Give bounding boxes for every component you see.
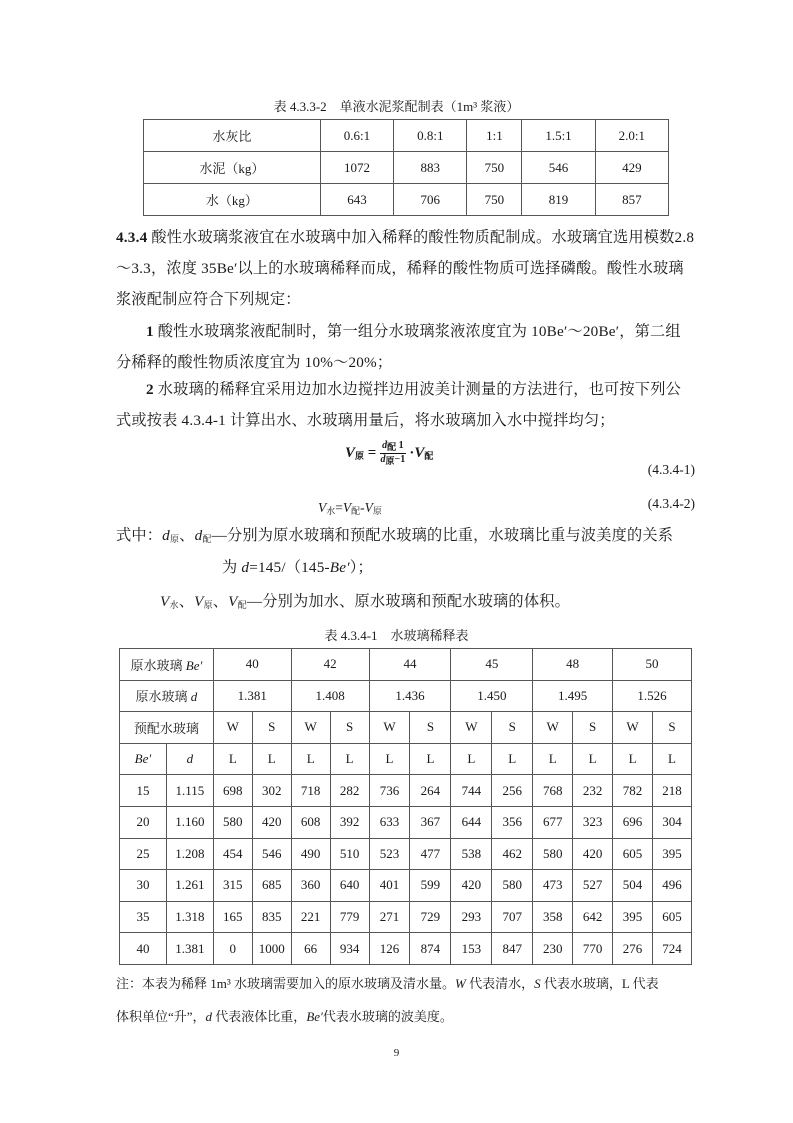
- table-cell: 276: [613, 933, 653, 965]
- table-cell: 750: [467, 184, 522, 216]
- table-cell: 302: [252, 775, 291, 807]
- table-cell: 304: [653, 806, 692, 838]
- table-cell: 420: [451, 870, 492, 902]
- table-cell: 15: [120, 775, 167, 807]
- formula-subscript: 原: [169, 534, 180, 544]
- note-symbol: W: [455, 976, 466, 991]
- table-row: [120, 712, 692, 744]
- formula-subscript: 原: [385, 456, 395, 466]
- table-cell: 934: [330, 933, 369, 965]
- table-cell: 644: [451, 806, 492, 838]
- table-cell: 779: [330, 901, 369, 933]
- table-cell: 750: [467, 152, 522, 184]
- section-4-3-4-paragraph: [116, 222, 696, 315]
- table-row: [120, 649, 692, 681]
- where-v-line: [160, 586, 690, 621]
- equals-sign: =: [367, 444, 381, 461]
- table-cell: 770: [573, 933, 613, 965]
- fraction-denominator: [380, 454, 406, 467]
- table-cell: S: [330, 712, 369, 744]
- table-cell: W: [213, 712, 252, 744]
- table-cell: 580: [492, 870, 533, 902]
- table-cell: 643: [320, 184, 393, 216]
- formula-symbol: V: [342, 500, 352, 515]
- table-cell: 293: [451, 901, 492, 933]
- formula-text: 1: [396, 440, 404, 451]
- table-cell: 232: [573, 775, 613, 807]
- formula-symbol: V: [414, 444, 425, 461]
- table-cell: 473: [533, 870, 573, 902]
- table-cell: 462: [492, 838, 533, 870]
- formula-text: ·: [409, 444, 415, 461]
- table-cell: 44: [369, 649, 451, 681]
- formula-symbol: d: [241, 559, 250, 576]
- table-cell: L: [252, 743, 291, 775]
- cell-label-italic: d: [190, 689, 198, 705]
- table-cell: 605: [653, 901, 692, 933]
- table-cell: 48: [533, 649, 613, 681]
- page-number: 9: [393, 1047, 400, 1059]
- equation-number-2: (4.3.4-2): [647, 496, 695, 511]
- table-cell: 165: [213, 901, 252, 933]
- table-cell: L: [291, 743, 330, 775]
- density-relation: [222, 552, 692, 583]
- table-cell: 395: [613, 901, 653, 933]
- dilution-data-rows: [120, 775, 692, 965]
- table-cell: 30: [120, 870, 167, 902]
- table-cell: L: [213, 743, 252, 775]
- item-2-paragraph: [116, 374, 696, 436]
- note-text: 注：本表为稀释 1m³ 水玻璃需要加入的原水玻璃及清水量。: [116, 976, 456, 991]
- table-cell: 605: [613, 838, 653, 870]
- table-cell: 预配水玻璃: [120, 712, 214, 744]
- table-cell: 1.208: [166, 838, 213, 870]
- table-cell: L: [533, 743, 573, 775]
- formula-symbol: V: [160, 593, 170, 610]
- table-cell: [120, 649, 214, 681]
- cell-label-italic: Be′: [185, 657, 203, 673]
- table-cell: W: [613, 712, 653, 744]
- table-cell: 429: [595, 152, 668, 184]
- table-row: [120, 838, 692, 870]
- table-cell: 40: [120, 933, 167, 965]
- formula-2: [318, 500, 382, 517]
- formula-text: −1: [394, 454, 406, 465]
- table-cell: [120, 680, 214, 712]
- table-cell: 50: [613, 649, 692, 681]
- formula-subscript: 配: [202, 534, 212, 544]
- table-cell: 20: [120, 806, 167, 838]
- table-cell: W: [533, 712, 573, 744]
- table-cell: 546: [252, 838, 291, 870]
- formula-symbol: d: [194, 527, 203, 544]
- water-glass-dilution-table: [119, 648, 692, 965]
- table-cell: 42: [291, 649, 369, 681]
- fraction: [380, 440, 406, 467]
- table-cell: S: [573, 712, 613, 744]
- table-cell: L: [653, 743, 692, 775]
- table-cell: L: [613, 743, 653, 775]
- where-d-line: [116, 520, 696, 555]
- item-text: 酸性水玻璃浆液配制时，第一组分水玻璃浆液浓度宜为 10Be′～20Be′，第二组分稀释的酸性物质浓度宜为 10%～20%；: [116, 323, 681, 371]
- note-symbol: Be′: [306, 1009, 323, 1024]
- formula-text: =: [335, 500, 343, 515]
- table-cell: 0.6:1: [320, 120, 393, 152]
- table-row: [144, 152, 669, 184]
- table-cell: 401: [369, 870, 410, 902]
- table-cell: 706: [394, 184, 467, 216]
- cell-label: 原水玻璃: [135, 689, 191, 705]
- table-cell: 315: [213, 870, 252, 902]
- table-cell: 724: [653, 933, 692, 965]
- formula-1: [345, 440, 433, 467]
- table-cell: 580: [533, 838, 573, 870]
- formula-text: 为: [222, 559, 242, 576]
- table-cell: 504: [613, 870, 653, 902]
- table-cell: 1:1: [467, 120, 522, 152]
- formula-text: ）；: [349, 559, 373, 576]
- table-cell: 1.495: [533, 680, 613, 712]
- table-row: [120, 870, 692, 902]
- table-cell: 698: [213, 775, 252, 807]
- section-text: 酸性水玻璃浆液宜在水玻璃中加入稀释的酸性物质配制成。水玻璃宜选用模数2.8～3.3，浓度 35Be′以上的水玻璃稀释而成，稀释的酸性物质可选择磷酸。酸性水玻璃浆液配制应符合下列规定：: [116, 229, 695, 308]
- table-cell: 水泥（kg）: [144, 152, 321, 184]
- table-row: [120, 933, 692, 965]
- formula-symbol: V: [194, 593, 204, 610]
- table-cell: 857: [595, 184, 668, 216]
- formula-symbol: V: [228, 593, 238, 610]
- table-cell: 40: [213, 649, 291, 681]
- table-cell: 642: [573, 901, 613, 933]
- table-cell: 1.5:1: [522, 120, 595, 152]
- table-cell: 599: [410, 870, 451, 902]
- table-cell: 527: [573, 870, 613, 902]
- table-cell: 729: [410, 901, 451, 933]
- formula-subscript: 原: [372, 506, 382, 516]
- table-cell: 707: [492, 901, 533, 933]
- table-cell: 356: [492, 806, 533, 838]
- table-note-line-1: [116, 970, 696, 998]
- table-cell: 782: [613, 775, 653, 807]
- table-cell: 256: [492, 775, 533, 807]
- table-cell: W: [369, 712, 410, 744]
- table-cell: 1.381: [213, 680, 291, 712]
- cell-label-italic: Be′: [134, 751, 152, 767]
- table-cell: 546: [522, 152, 595, 184]
- table-cell: 835: [252, 901, 291, 933]
- table-cell: 221: [291, 901, 330, 933]
- table2-caption: 表 4.3.4-1 水玻璃稀释表: [324, 628, 469, 643]
- table-cell: 1.526: [613, 680, 692, 712]
- table-cell: 677: [533, 806, 573, 838]
- table-cell: 367: [410, 806, 451, 838]
- table-cell: 1.436: [369, 680, 451, 712]
- table-cell: 420: [252, 806, 291, 838]
- table-cell: 496: [653, 870, 692, 902]
- table-row: [120, 806, 692, 838]
- item-number: 1: [146, 323, 154, 340]
- table-cell: 水灰比: [144, 120, 321, 152]
- where-prefix: 式中：: [116, 527, 163, 544]
- table-cell: 25: [120, 838, 167, 870]
- table-cell: 1.261: [166, 870, 213, 902]
- table-cell: 218: [653, 775, 692, 807]
- table-cell: S: [492, 712, 533, 744]
- table-cell: 230: [533, 933, 573, 965]
- table-cell: 510: [330, 838, 369, 870]
- item-1-paragraph: [116, 316, 696, 378]
- equation-number-1: (4.3.4-1): [647, 462, 695, 477]
- formula-symbol: V: [364, 500, 373, 515]
- fraction-numerator: [380, 440, 406, 454]
- formula-subscript: 原: [203, 600, 213, 610]
- table-cell: L: [573, 743, 613, 775]
- table-cell: 477: [410, 838, 451, 870]
- note-text: 代表液体比重，: [212, 1009, 307, 1024]
- table-cell: 1.160: [166, 806, 213, 838]
- table-row: [120, 901, 692, 933]
- table-cell: 264: [410, 775, 451, 807]
- table-cell: [120, 743, 167, 775]
- table-cell: S: [252, 712, 291, 744]
- formula-symbol: d: [382, 440, 388, 451]
- formula-subscript: 配: [237, 600, 247, 610]
- where-description: —分别为加水、原水玻璃和预配水玻璃的体积。: [246, 593, 570, 610]
- table-cell: 874: [410, 933, 451, 965]
- table-cell: 420: [573, 838, 613, 870]
- table-cell: 608: [291, 806, 330, 838]
- table-row: [120, 680, 692, 712]
- note-text: 体积单位“升”，: [116, 1009, 206, 1024]
- formula-subscript: 原: [355, 450, 365, 461]
- table-cell: W: [291, 712, 330, 744]
- table-cell: L: [410, 743, 451, 775]
- table-cell: 538: [451, 838, 492, 870]
- table-row: [144, 120, 669, 152]
- formula-symbol: V: [345, 444, 356, 461]
- where-description: —分别为原水玻璃和预配水玻璃的比重，水玻璃比重与波美度的关系: [211, 527, 674, 544]
- table-cell: 1.115: [166, 775, 213, 807]
- formula-subscript: 水: [169, 600, 179, 610]
- table-cell: 395: [653, 838, 692, 870]
- note-text: 代表水玻璃的波美度。: [322, 1009, 453, 1024]
- table-cell: 1.408: [291, 680, 369, 712]
- table-cell: 2.0:1: [595, 120, 668, 152]
- table-cell: 1.381: [166, 933, 213, 965]
- table-row: [120, 775, 692, 807]
- table1-caption: 表 4.3.3-2 单液水泥浆配制表（1m³ 浆液）: [273, 99, 520, 114]
- table-cell: 1072: [320, 152, 393, 184]
- table-cell: 126: [369, 933, 410, 965]
- formula-symbol: Be′: [329, 559, 350, 576]
- table-cell: L: [330, 743, 369, 775]
- table-cell: L: [369, 743, 410, 775]
- formula-subscript: 配: [424, 450, 434, 461]
- table-cell: 水（kg）: [144, 184, 321, 216]
- table-cell: 153: [451, 933, 492, 965]
- separator: 、: [179, 527, 195, 544]
- table-cell: L: [451, 743, 492, 775]
- table-cell: 640: [330, 870, 369, 902]
- table-cell: 66: [291, 933, 330, 965]
- table-cell: 1.450: [451, 680, 533, 712]
- table-cell: S: [653, 712, 692, 744]
- note-symbol: S: [534, 976, 541, 991]
- formula-symbol: d: [380, 454, 386, 465]
- formula-subscript: 配: [351, 506, 361, 516]
- separator: 、: [178, 593, 195, 610]
- item-text: 水玻璃的稀释宜采用边加水边搅拌边用波美计测量的方法进行，也可按下列公式或按表 4.3.4-1 计算出水、水玻璃用量后，将水玻璃加入水中搅拌均匀；: [116, 381, 681, 429]
- table-cell: 633: [369, 806, 410, 838]
- table-note-line-2: [116, 1003, 696, 1031]
- table-cell: 392: [330, 806, 369, 838]
- table-cell: 282: [330, 775, 369, 807]
- table-row: [144, 184, 669, 216]
- formula-subscript: 水: [326, 506, 336, 516]
- cell-label: 原水玻璃: [130, 657, 186, 673]
- cement-mix-table: [143, 119, 669, 216]
- formula-subscript: 配: [387, 442, 397, 452]
- note-text: 代表水玻璃，L 代表: [540, 976, 659, 991]
- table-cell: L: [492, 743, 533, 775]
- table-cell: 0: [213, 933, 252, 965]
- table-cell: 744: [451, 775, 492, 807]
- table-cell: 718: [291, 775, 330, 807]
- formula-text: =145/（145-: [249, 559, 330, 576]
- table-cell: 580: [213, 806, 252, 838]
- table-cell: 323: [573, 806, 613, 838]
- section-number: 4.3.4: [116, 229, 148, 246]
- table-cell: 523: [369, 838, 410, 870]
- table-cell: 360: [291, 870, 330, 902]
- table-row: [120, 743, 692, 775]
- formula-symbol: d: [162, 527, 170, 544]
- table-cell: 847: [492, 933, 533, 965]
- formula-symbol: V: [318, 500, 327, 515]
- table-cell: 45: [451, 649, 533, 681]
- separator: 、: [212, 593, 229, 610]
- table-cell: 1.318: [166, 901, 213, 933]
- table-cell: 490: [291, 838, 330, 870]
- table-cell: 1000: [252, 933, 291, 965]
- note-symbol: d: [205, 1009, 213, 1024]
- table-cell: 35: [120, 901, 167, 933]
- note-text: 代表清水，: [465, 976, 535, 991]
- table-cell: 768: [533, 775, 573, 807]
- table-cell: W: [451, 712, 492, 744]
- table-cell: 685: [252, 870, 291, 902]
- table-cell: 883: [394, 152, 467, 184]
- formula-text: -: [360, 500, 365, 515]
- table-cell: 271: [369, 901, 410, 933]
- table-cell: 358: [533, 901, 573, 933]
- table-cell: 819: [522, 184, 595, 216]
- item-number: 2: [146, 381, 154, 398]
- cell-label-italic: d: [186, 751, 194, 767]
- table-cell: 0.8:1: [394, 120, 467, 152]
- table-cell: [166, 743, 213, 775]
- table-cell: 454: [213, 838, 252, 870]
- table-cell: 696: [613, 806, 653, 838]
- table-cell: S: [410, 712, 451, 744]
- table-cell: 736: [369, 775, 410, 807]
